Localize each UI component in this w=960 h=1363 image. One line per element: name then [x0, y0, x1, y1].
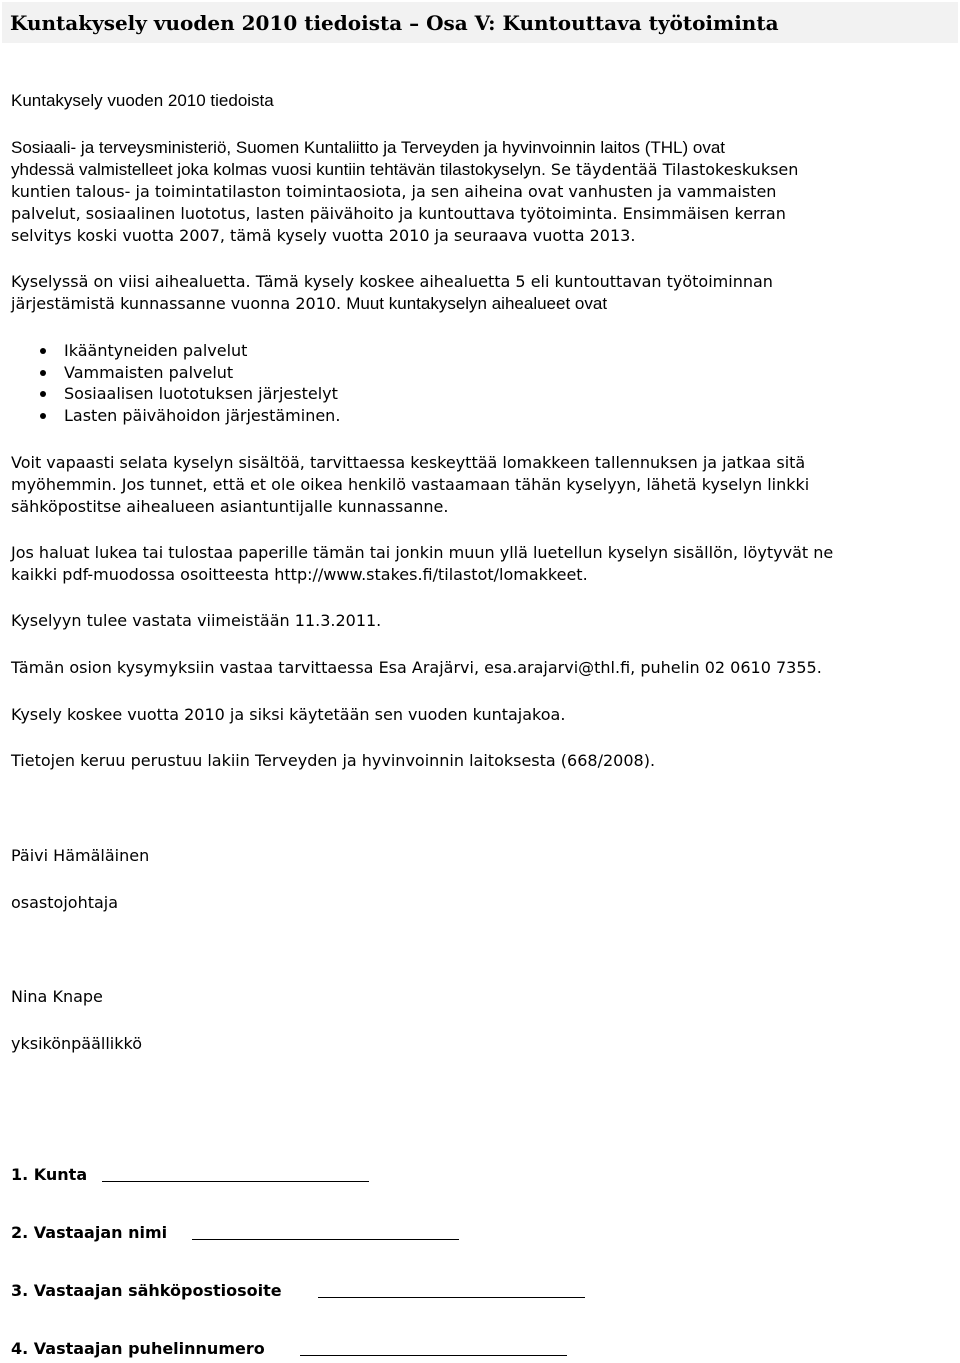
topics-paragraph-text: Tämä kysely koskee aihealuetta 5 eli kuntouttavan työtoiminnan — [255, 272, 773, 291]
browse-paragraph-line: Voit vapaasti selata kyselyn sisältöä, tarvittaessa keskeyttää lomakkeen tallennuksen ja jatkaa sitä — [11, 453, 806, 472]
topics-paragraph-line — [11, 271, 951, 293]
signature-title: yksikönpäällikkö — [11, 1034, 142, 1053]
intro-paragraph-line: kuntien talous- ja toimintatilaston toimintaosiota, ja sen aiheina ovat vanhusten ja vammaisten — [11, 182, 777, 201]
signature-title: osastojohtaja — [11, 893, 119, 912]
browse-paragraph-line: sähköpostitse aihealueen asiantuntijalle kunnassanne. — [11, 497, 449, 516]
list-item — [40, 362, 340, 384]
intro-paragraph-line: selvitys koski vuotta 2007, tämä kysely vuotta 2010 ja seuraava vuotta 2013. — [11, 226, 636, 245]
question-label: 4. Vastaajan puhelinnumero — [11, 1339, 265, 1358]
topic-list — [40, 340, 340, 426]
list-item-label: Ikääntyneiden palvelut — [64, 341, 248, 360]
topics-paragraph-text: Kyselyssä on viisi aihealuetta. — [11, 272, 251, 291]
intro-paragraph-text: yhdessä valmistelleet joka kolmas vuosi kuntiin tehtävän tilastokyselyn. — [11, 160, 546, 179]
bullet-icon — [40, 370, 46, 376]
topics-paragraph-text: Muut kuntakyselyn aihealueet ovat — [346, 294, 608, 313]
signature-name: Nina Knape — [11, 987, 103, 1006]
question-label: 3. Vastaajan sähköpostiosoite — [11, 1281, 282, 1300]
list-item-label: Lasten päivähoidon järjestäminen. — [64, 405, 341, 425]
intro-paragraph-text: Ensimmäisen kerran — [622, 204, 786, 223]
page-title: Kuntakysely vuoden 2010 tiedoista – Osa V: Kuntouttava työtoiminta — [2, 2, 958, 43]
answer-line[interactable] — [318, 1297, 585, 1298]
intro-paragraph-text: palvelut, sosiaalinen luototus, lasten päivähoito ja kuntouttava työtoiminta. — [11, 204, 618, 223]
pdf-paragraph-line: Jos haluat lukea tai tulostaa paperille tämän tai jonkin muun yllä luetellun kyselyn sisällön, löytyvät ne — [11, 543, 834, 562]
pdf-paragraph-line: kaikki pdf-muodossa osoitteesta http://www.stakes.fi/tilastot/lomakkeet. — [11, 565, 588, 584]
question-label: 2. Vastaajan nimi — [11, 1223, 168, 1242]
list-item — [40, 340, 340, 362]
topics-paragraph-text: järjestämistä kunnassanne vuonna 2010. — [11, 294, 342, 313]
intro-heading: Kuntakysely vuoden 2010 tiedoista — [11, 91, 274, 110]
law-text: Tietojen keruu perustuu lakiin Terveyden ja hyvinvoinnin laitoksesta (668/2008). — [11, 751, 656, 770]
list-item-label: Sosiaalisen luototuksen järjestelyt — [64, 384, 338, 403]
intro-paragraph-line — [11, 159, 951, 181]
intro-paragraph-line — [11, 203, 951, 225]
question-label: 1. Kunta — [11, 1165, 88, 1184]
year-text: Kysely koskee vuotta 2010 ja siksi käytetään sen vuoden kuntajakoa. — [11, 705, 566, 724]
list-item — [40, 383, 340, 405]
deadline-text: Kyselyyn tulee vastata viimeistään 11.3.2011. — [11, 611, 382, 630]
bullet-icon — [40, 413, 46, 419]
topics-paragraph-line — [11, 293, 951, 315]
bullet-icon — [40, 391, 46, 397]
answer-line[interactable] — [192, 1239, 459, 1240]
intro-paragraph-line: Sosiaali- ja terveysministeriö, Suomen Kuntaliitto ja Terveyden ja hyvinvoinnin laitos (THL) ovat — [11, 138, 726, 157]
list-item — [40, 405, 340, 427]
answer-line[interactable] — [300, 1355, 567, 1356]
list-item-label: Vammaisten palvelut — [64, 362, 234, 382]
signature-name: Päivi Hämäläinen — [11, 846, 150, 865]
contact-text: Tämän osion kysymyksiin vastaa tarvittaessa Esa Arajärvi, esa.arajarvi@thl.fi, puhelin 02 0610 7355. — [11, 658, 822, 677]
bullet-icon — [40, 348, 46, 354]
intro-paragraph-text: Se täydentää Tilastokeskuksen — [550, 160, 799, 179]
answer-line[interactable] — [102, 1181, 369, 1182]
browse-paragraph-line: myöhemmin. Jos tunnet, että et ole oikea henkilö vastaamaan tähän kyselyyn, lähetä kyselyn linkki — [11, 475, 810, 494]
